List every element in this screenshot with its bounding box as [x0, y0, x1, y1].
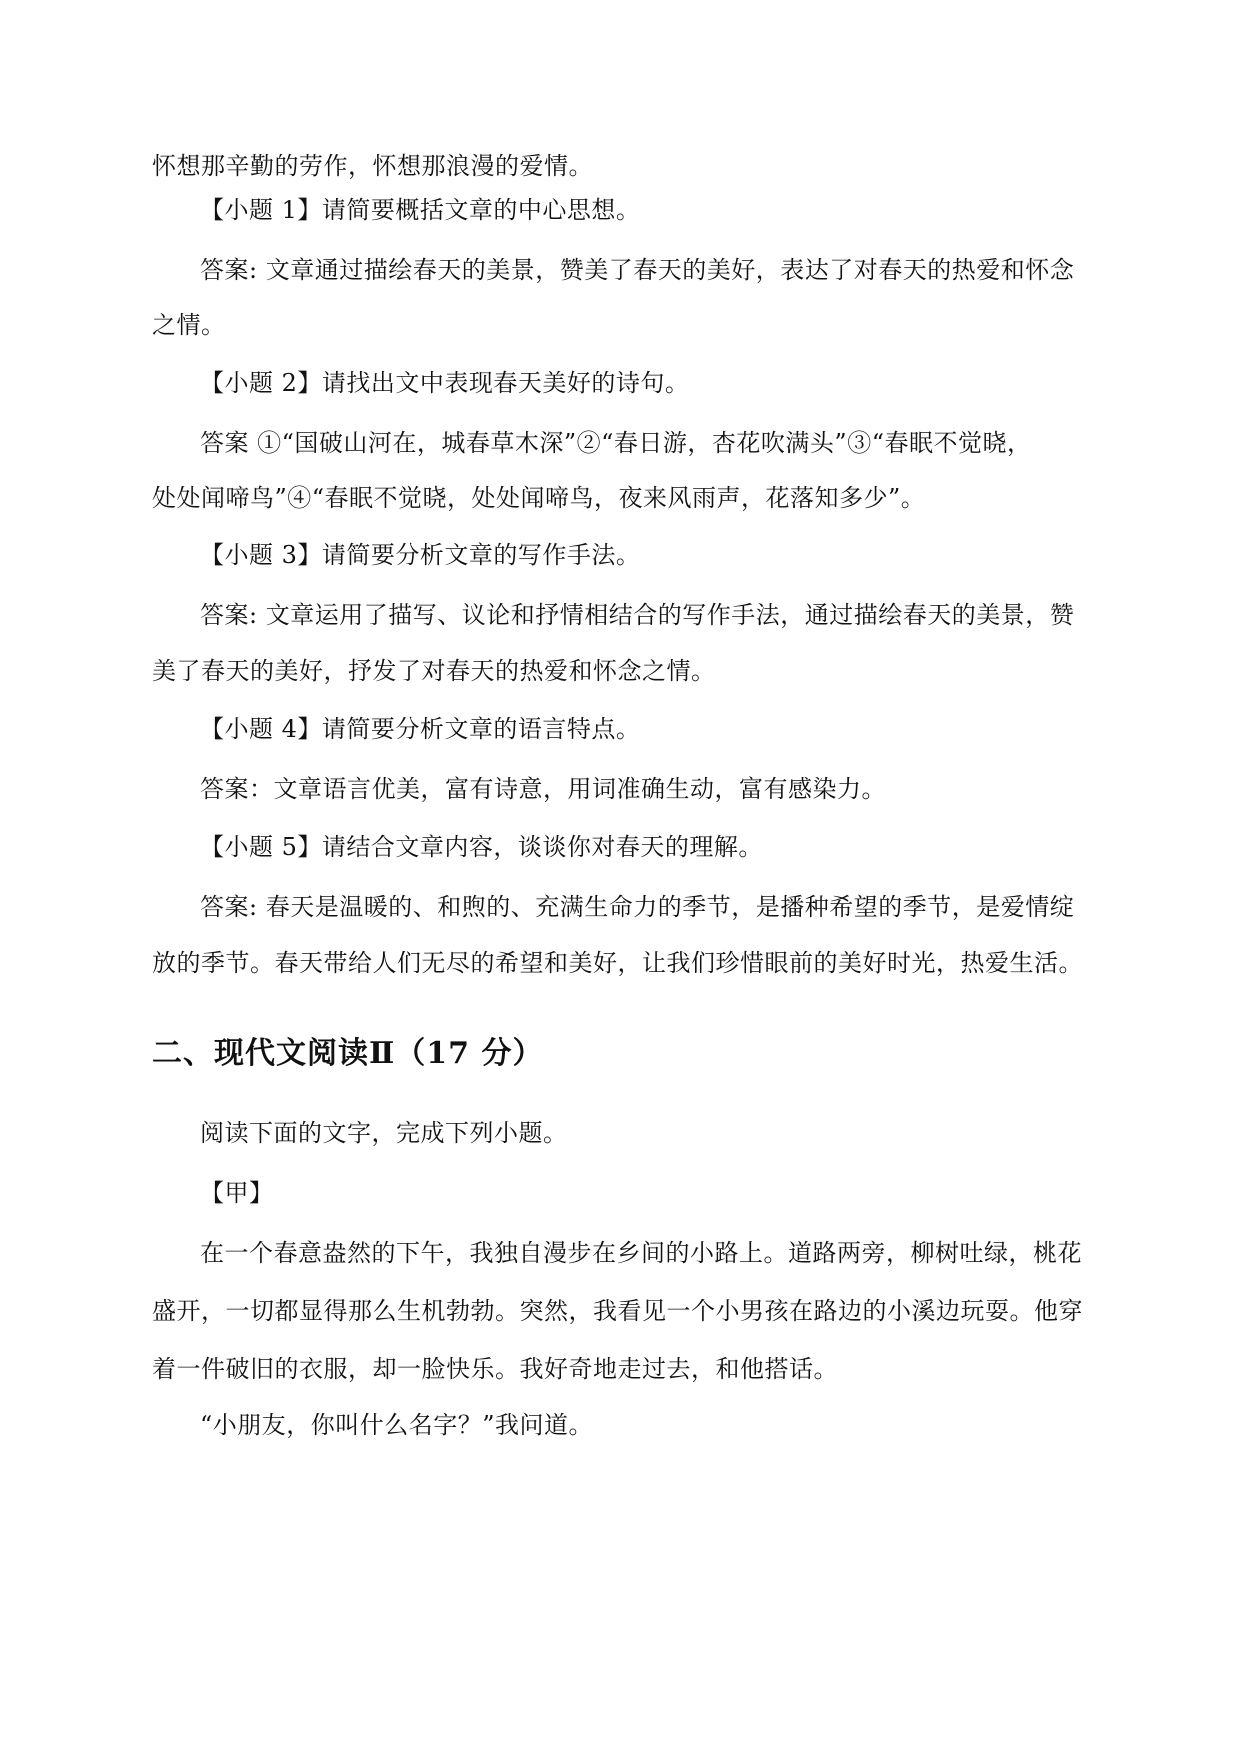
instruction-line: 阅读下面的文字，完成下列小题。 [200, 1119, 568, 1147]
answer-2: 答案 ①“国破山河在，城春草木深”②“春日游，杏花吹满头”③“春眠不觉晓， [200, 429, 1032, 457]
answer-1-continued: 之情。 [152, 311, 226, 339]
answer-2-continued: 处处闻啼鸟”④“春眠不觉晓，处处闻啼鸟，夜来风雨声，花落知多少”。 [152, 484, 926, 512]
question-5: 【小题 5】请结合文章内容，谈谈你对春天的理解。 [200, 833, 763, 861]
section-heading: 二、现代文阅读Ⅱ（17 分） [152, 1036, 544, 1071]
passage-paragraph-line: 在一个春意盎然的下午，我独自漫步在乡间的小路上。道路两旁，柳树吐绿，桃花 [200, 1239, 1082, 1267]
answer-5-continued: 放的季节。春天带给人们无尽的希望和美好，让我们珍惜眼前的美好时光，热爱生活。 [152, 949, 1083, 977]
question-1: 【小题 1】请简要概括文章的中心思想。 [200, 196, 641, 224]
dialogue-line: “小朋友，你叫什么名字？”我问道。 [200, 1411, 594, 1439]
passage-label: 【甲】 [200, 1179, 274, 1207]
paragraph-line: 怀想那辛勤的劳作，怀想那浪漫的爱情。 [152, 152, 593, 180]
passage-paragraph-line: 着一件破旧的衣服，却一脸快乐。我好奇地走过去，和他搭话。 [152, 1355, 838, 1383]
answer-1: 答案: 文章通过描绘春天的美景，赞美了春天的美好，表达了对春天的热爱和怀念 [200, 256, 1075, 284]
question-3: 【小题 3】请简要分析文章的写作手法。 [200, 541, 641, 569]
question-2: 【小题 2】请找出文中表现春天美好的诗句。 [200, 369, 690, 397]
answer-5: 答案: 春天是温暖的、和煦的、充满生命力的季节，是播种希望的季节，是爱情绽 [200, 893, 1075, 921]
passage-paragraph-line: 盛开，一切都显得那么生机勃勃。突然，我看见一个小男孩在路边的小溪边玩耍。他穿 [152, 1297, 1083, 1325]
answer-3: 答案: 文章运用了描写、议论和抒情相结合的写作手法，通过描绘春天的美景，赞 [200, 601, 1075, 629]
question-4: 【小题 4】请简要分析文章的语言特点。 [200, 715, 641, 743]
answer-3-continued: 美了春天的美好，抒发了对春天的热爱和怀念之情。 [152, 657, 716, 685]
answer-4: 答案：文章语言优美，富有诗意，用词准确生动，富有感染力。 [200, 775, 886, 803]
